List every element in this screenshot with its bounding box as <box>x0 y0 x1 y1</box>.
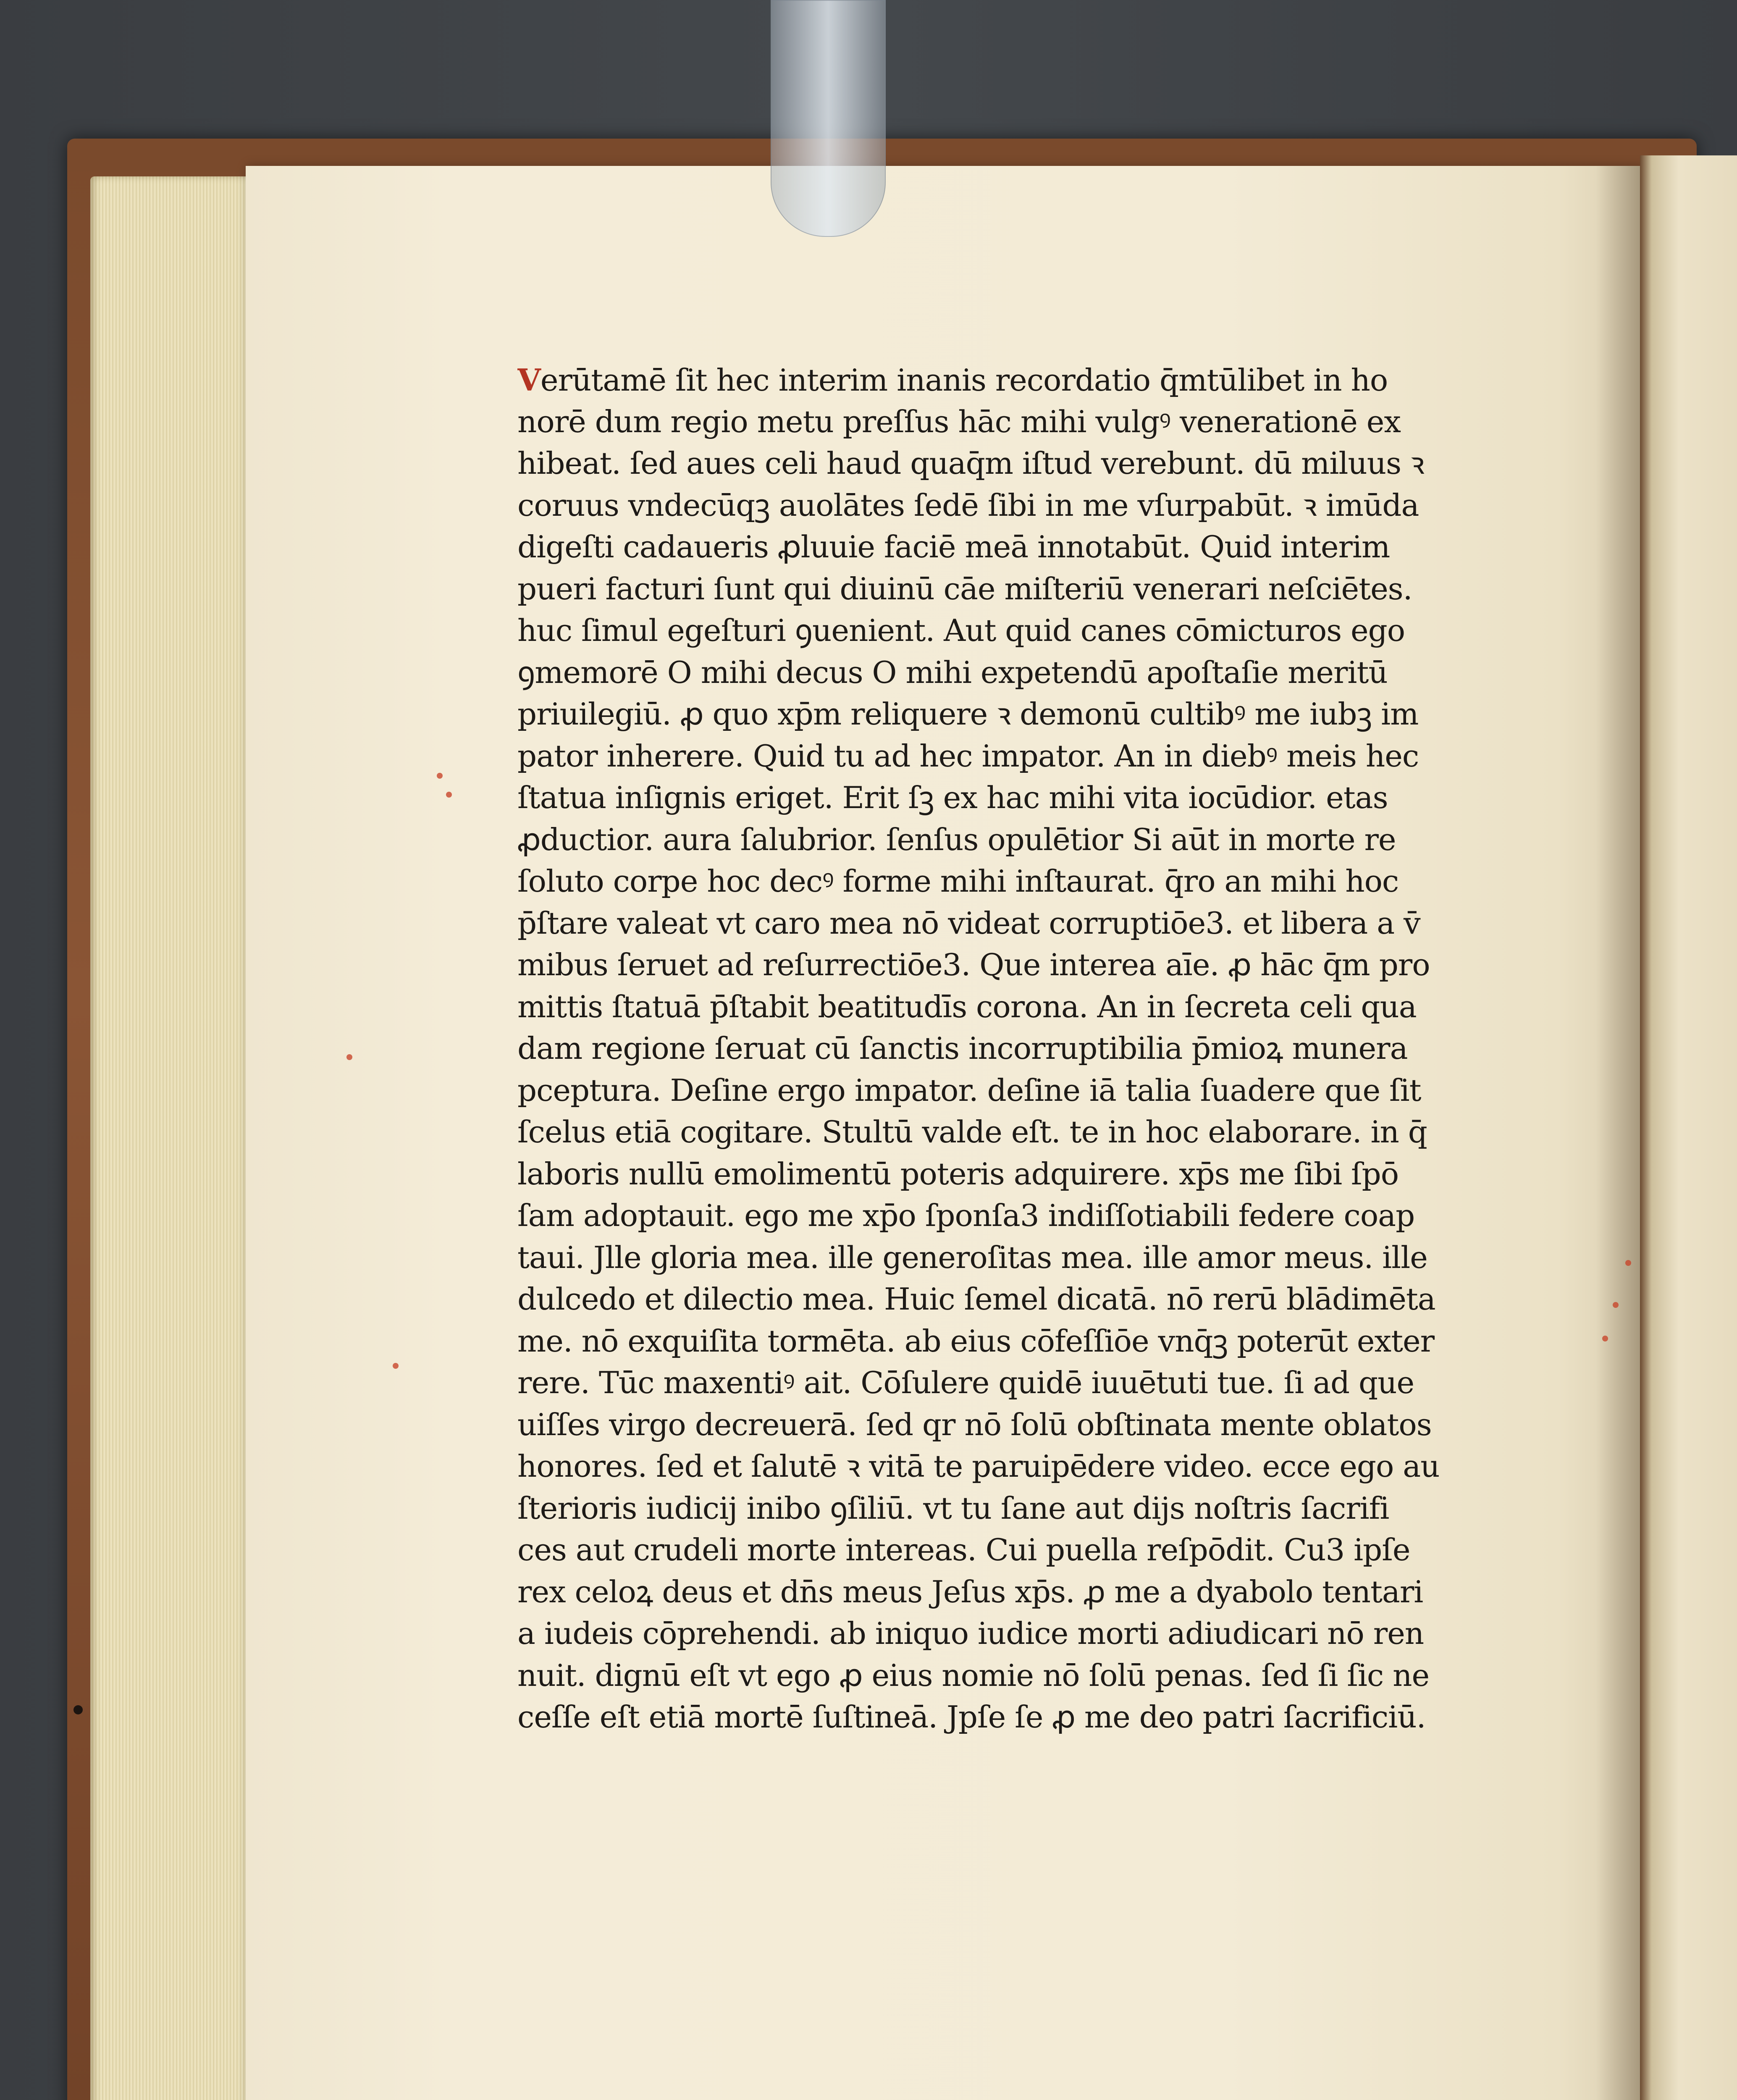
text-line <box>517 1529 1509 1571</box>
line-text: rere. Tūc maxentiꝰ ait. Cōſulere quidē iuuētuti tue. ſi ad que <box>517 1365 1414 1400</box>
line-text: p̄ſtare valeat vt caro mea nō videat corruptiōe3. et libera a v̄ <box>517 905 1420 941</box>
text-line <box>517 735 1509 777</box>
text-line <box>517 1696 1509 1738</box>
page-clip-top <box>771 0 886 237</box>
line-text: ces aut crudeli morte intereas. Cui puella reſpōdit. Cu3 ipſe <box>517 1532 1410 1567</box>
line-text: dulcedo et dilectio mea. Huic ſemel dicatā. nō rerū blādimēta <box>517 1281 1435 1317</box>
text-line <box>517 1488 1509 1530</box>
text-line <box>517 526 1509 568</box>
text-line <box>517 1070 1509 1112</box>
red-speck <box>437 773 443 779</box>
text-block <box>517 359 1509 1738</box>
text-line <box>517 903 1509 945</box>
line-text: pueri facturi ſunt qui diuinū cāe miſteriū venerari neſciētes. <box>517 571 1412 606</box>
line-text: ſterioris iudicij inibo ꝯſiliū. vt tu ſane aut dijs noſtris ſacrifi <box>517 1490 1389 1526</box>
line-text: uiſſes virgo decreuerā. ſed qr nō ſolū obſtinata mente oblatos <box>517 1407 1432 1442</box>
text-line <box>517 1195 1509 1237</box>
line-text: pator inherere. Quid tu ad hec impator. An in diebꝰ meis hec <box>517 738 1419 774</box>
line-text: nuit. dignū eſt vt ego ꝓ eius nomie nō ſolū penas. ſed ſi ſic ne <box>517 1657 1430 1693</box>
text-line <box>517 1362 1509 1404</box>
red-speck <box>1625 1260 1631 1266</box>
text-line <box>517 944 1509 986</box>
rubricated-initial: V <box>517 362 541 398</box>
red-speck <box>1602 1336 1608 1341</box>
red-speck <box>346 1054 352 1060</box>
text-line <box>517 693 1509 735</box>
line-text: coruus vndecūqꝫ auolātes ſedē ſibi in me vſurpabūt. ꝛ imūda <box>517 487 1419 523</box>
text-line <box>517 777 1509 819</box>
line-text: ſam adoptauit. ego me xp̄o ſponſa3 indiſſotiabili federe coap <box>517 1198 1415 1233</box>
line-text: me. nō exquiſita tormēta. ab eius cōfeſſiōe vnq̄ꝫ poterūt exter <box>517 1323 1435 1359</box>
text-line <box>517 1278 1509 1320</box>
text-line <box>517 986 1509 1028</box>
text-line <box>517 1404 1509 1446</box>
text-line <box>517 1153 1509 1195</box>
line-text: norē dum regio metu preſſus hāc mihi vulgꝰ venerationē ex <box>517 404 1401 439</box>
text-line <box>517 568 1509 610</box>
text-line <box>517 819 1509 861</box>
red-speck <box>393 1363 399 1369</box>
text-line <box>517 485 1509 527</box>
line-text: mibus ſeruet ad reſurrectiōe3. Que interea aīe. ꝓ hāc q̄m pro <box>517 947 1430 982</box>
red-speck <box>1613 1302 1619 1308</box>
page-edges <box>90 176 267 2100</box>
text-line <box>517 1655 1509 1697</box>
line-text: mittis ſtatuā p̄ſtabit beatitudīs corona. An in ſecreta celi qua <box>517 989 1417 1024</box>
line-text: a iudeis cōprehendi. ab iniquo iudice morti adiudicari nō ren <box>517 1616 1424 1651</box>
facing-page <box>1640 155 1737 2100</box>
text-line <box>517 1237 1509 1279</box>
line-text: ſcelus etiā cogitare. Stultū valde eſt. te in hoc elaborare. in q̄ <box>517 1114 1427 1150</box>
text-line <box>517 652 1509 694</box>
text-line <box>517 610 1509 652</box>
text-line <box>517 359 1509 401</box>
line-text: ceſſe eſt etiā mortē ſuſtineā. Jpſe ſe ꝓ me deo patri ſacrificiū. <box>517 1699 1426 1735</box>
text-line <box>517 443 1509 485</box>
line-text: digeſti cadaueris ꝓluuie faciē meā innotabūt. Quid interim <box>517 529 1390 564</box>
line-text: laboris nullū emolimentū poteris adquirere. xp̄s me ſibi ſpō <box>517 1156 1399 1192</box>
line-text: erūtamē ſit hec interim inanis recordatio q̄mtūlibet in ho <box>540 362 1388 398</box>
line-text: dam regione ſeruat cū ſanctis incorruptibilia p̄mioꝝ munera <box>517 1031 1408 1066</box>
line-text: ꝓductior. aura ſalubrior. ſenſus opulētior Si aūt in morte re <box>517 822 1396 857</box>
text-line <box>517 1613 1509 1655</box>
line-text: priuilegiū. ꝓ quo xp̄m reliquere ꝛ demonū cultibꝰ me iubꝫ im <box>517 696 1419 732</box>
red-speck <box>446 792 452 798</box>
binding-hole <box>73 1705 83 1714</box>
text-line <box>517 1571 1509 1613</box>
line-text: ꝯmemorē O mihi decus O mihi expetendū apoſtaſie meritū <box>517 654 1388 690</box>
text-line <box>517 1028 1509 1070</box>
line-text: honores. ſed et ſalutē ꝛ vitā te paruipēdere video. ecce ego au <box>517 1449 1440 1484</box>
line-text: ſtatua inſignis eriget. Erit ſꝫ ex hac mihi vita iocūdior. etas <box>517 780 1388 815</box>
text-line <box>517 1446 1509 1488</box>
text-line <box>517 401 1509 443</box>
text-line <box>517 1320 1509 1362</box>
text-line <box>517 1111 1509 1153</box>
line-text: pceptura. Deſine ergo impator. deſine iā talia ſuadere que ſit <box>517 1072 1421 1108</box>
line-text: huc ſimul egeſturi ꝯuenient. Aut quid canes cōmicturos ego <box>517 613 1405 648</box>
line-text: taui. Jlle gloria mea. ille generoſitas mea. ille amor meus. ille <box>517 1239 1427 1275</box>
line-text: hibeat. ſed aues celi haud quaq̄m iſtud verebunt. dū miluus ꝛ <box>517 446 1425 481</box>
line-text: ſoluto corpe hoc decꝰ forme mihi inſtaurat. q̄ro an mihi hoc <box>517 864 1399 899</box>
text-line <box>517 861 1509 903</box>
line-text: rex celoꝝ deus et dn̄s meus Jeſus xp̄s. ꝓ me a dyabolo tentari <box>517 1574 1423 1609</box>
